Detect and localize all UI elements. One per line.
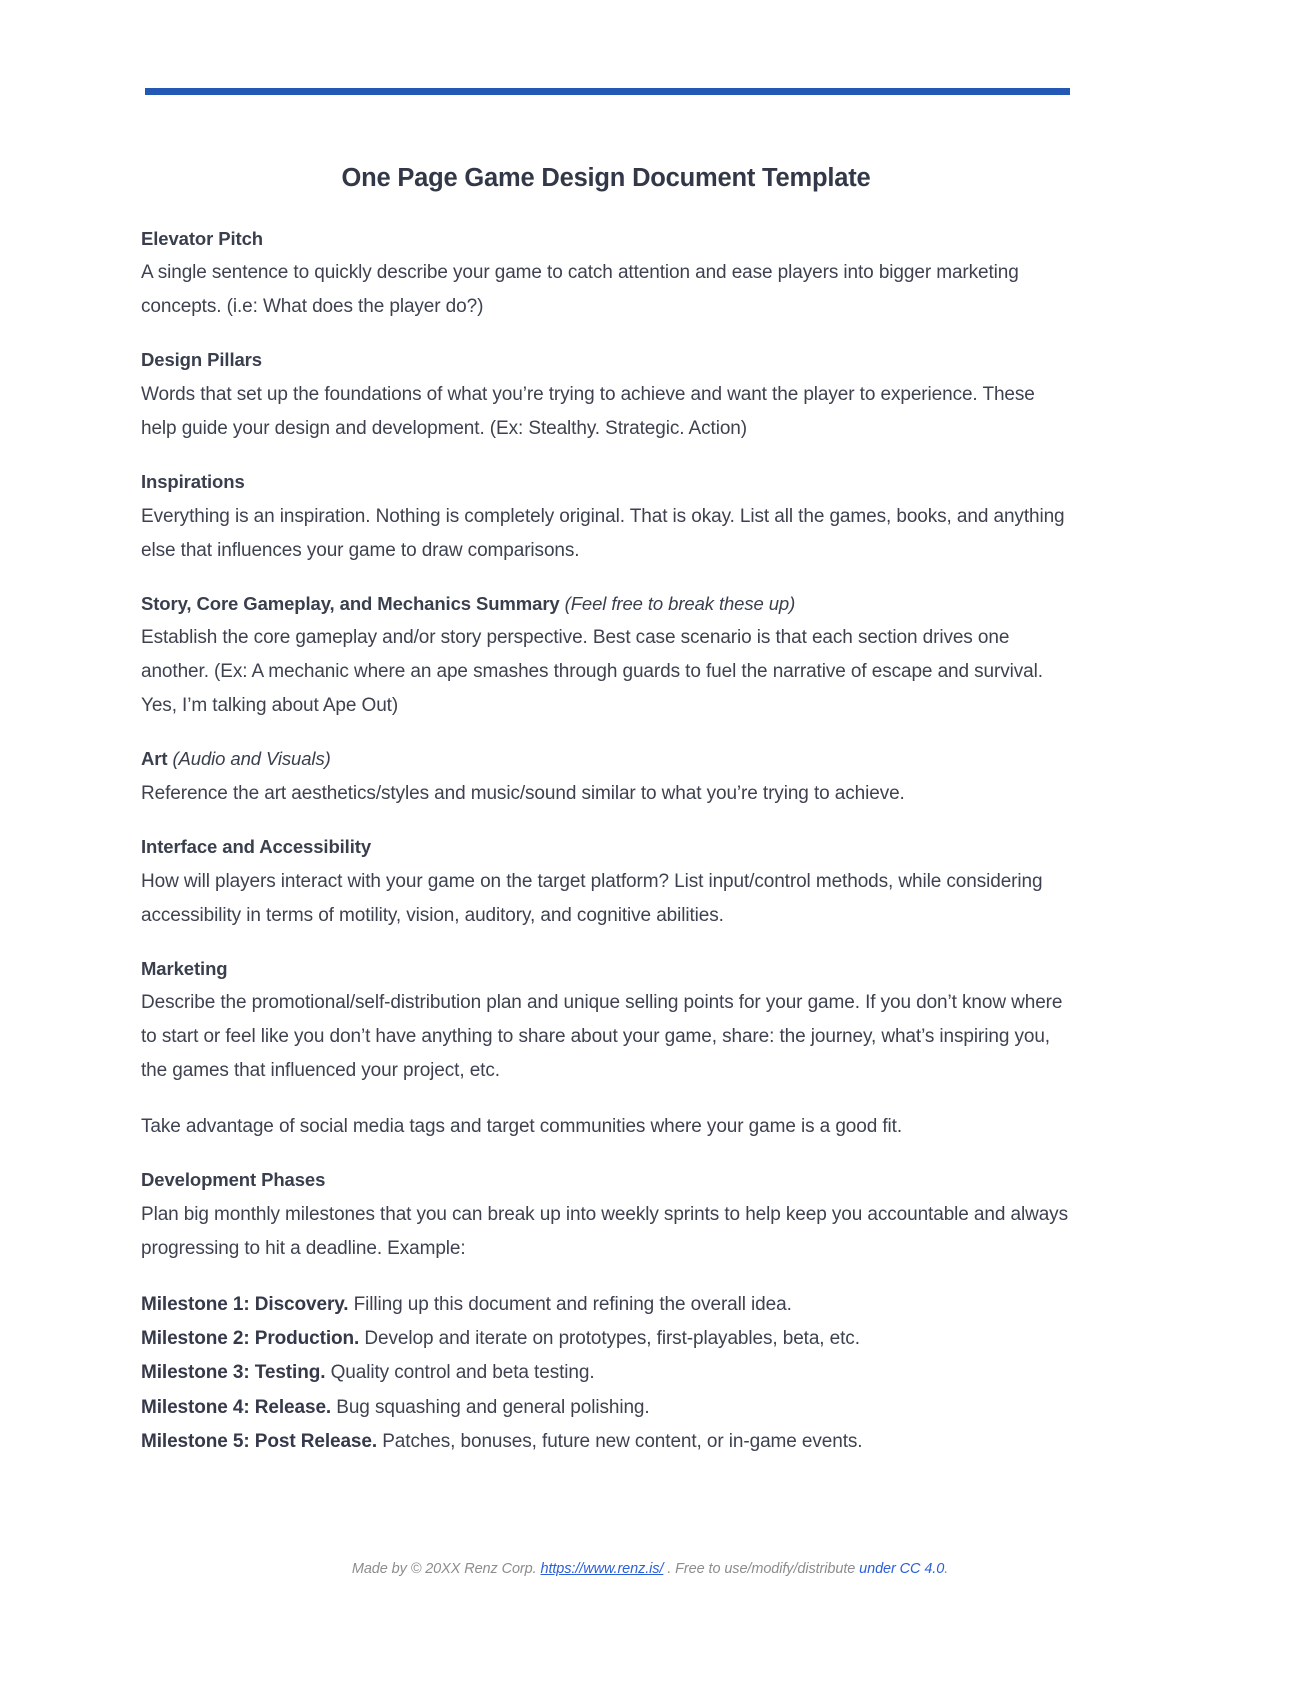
section-body: Words that set up the foundations of what you’re trying to achieve and want the player to experience. These help guide your design and development. (Ex: Stealthy. Strategic. Action) bbox=[141, 383, 1035, 439]
section-heading-text: Marketing bbox=[141, 957, 228, 979]
milestone-label: Milestone 3: Testing. bbox=[141, 1362, 326, 1384]
footer-suffix-text: . bbox=[944, 1561, 949, 1577]
marketing-extra-paragraph: Take advantage of social media tags and target communities where your game is a good fit. bbox=[141, 1116, 903, 1138]
section-heading bbox=[141, 745, 1071, 774]
section-heading-note: (Feel free to break these up) bbox=[559, 592, 796, 614]
milestone-description: Filling up this document and refining the overall idea. bbox=[348, 1293, 792, 1315]
section-heading-note: (Audio and Visuals) bbox=[167, 748, 331, 770]
section-body: Everything is an inspiration. Nothing is completely original. That is okay. List all the games, books, and anything else that influences your game to draw comparisons. bbox=[141, 505, 1065, 561]
section-heading bbox=[141, 1166, 1071, 1195]
milestone-label: Milestone 1: Discovery. bbox=[141, 1293, 349, 1315]
section-body: Plan big monthly milestones that you can break up into weekly sprints to help keep you accountable and always progressing to hit a deadline. Example: bbox=[141, 1203, 1068, 1259]
section-body: How will players interact with your game on the target platform? List input/control methods, while considering accessibility in terms of motility, vision, auditory, and cognitive abilities. bbox=[141, 870, 1043, 926]
section-heading-text: Inspirations bbox=[141, 470, 245, 492]
section-heading-text: Art bbox=[141, 748, 168, 770]
milestone-description: Develop and iterate on prototypes, first-playables, beta, etc. bbox=[359, 1328, 860, 1350]
footer-middle-text: . Free to use/modify/distribute bbox=[663, 1561, 860, 1577]
milestone-description: Bug squashing and general polishing. bbox=[331, 1396, 650, 1418]
footer-license-link[interactable]: under CC 4.0 bbox=[859, 1561, 945, 1577]
milestone-list bbox=[141, 1288, 1071, 1459]
list-item bbox=[141, 1356, 1071, 1390]
list-item bbox=[141, 1391, 1071, 1425]
section-inspirations bbox=[141, 468, 1071, 568]
section-heading-text: Design Pillars bbox=[141, 349, 262, 371]
section-heading-text: Interface and Accessibility bbox=[141, 835, 372, 857]
section-heading bbox=[141, 590, 1071, 619]
section-body: Reference the art aesthetics/styles and music/sound similar to what you’re trying to achieve. bbox=[141, 782, 905, 804]
list-item bbox=[141, 1322, 1071, 1356]
section-heading bbox=[141, 346, 1071, 375]
page-footer bbox=[0, 1561, 1300, 1577]
section-heading-text: Development Phases bbox=[141, 1169, 326, 1191]
header-accent-rule bbox=[145, 88, 1070, 95]
list-item bbox=[141, 1288, 1071, 1322]
milestone-label: Milestone 5: Post Release. bbox=[141, 1430, 378, 1452]
list-item bbox=[141, 1425, 1071, 1459]
milestone-description: Patches, bonuses, future new content, or in-game events. bbox=[377, 1430, 863, 1452]
section-heading bbox=[141, 225, 1071, 254]
section-story-core-gameplay-mechanics bbox=[141, 590, 1071, 724]
document-content bbox=[141, 163, 1071, 1459]
section-interface-accessibility bbox=[141, 833, 1071, 933]
section-body: Describe the promotional/self-distribution plan and unique selling points for your game. If you don’t know where to start or feel like you don’t have anything to share about your game, share: the journey, what’s inspiring you, the games that influenced your project, etc. bbox=[141, 992, 1063, 1082]
section-body: A single sentence to quickly describe your game to catch attention and ease players into bigger marketing concepts. (i.e: What does the player do?) bbox=[141, 262, 1019, 318]
section-design-pillars bbox=[141, 346, 1071, 446]
section-development-phases bbox=[141, 1166, 1071, 1266]
footer-credit-text: Made by © 20XX Renz Corp. bbox=[351, 1561, 541, 1577]
page-title: One Page Game Design Document Template bbox=[341, 164, 871, 192]
section-heading bbox=[141, 833, 1071, 862]
section-heading bbox=[141, 468, 1071, 497]
milestone-description: Quality control and beta testing. bbox=[325, 1362, 595, 1384]
milestone-label: Milestone 2: Production. bbox=[141, 1328, 360, 1350]
section-marketing bbox=[141, 955, 1071, 1089]
footer-website-link[interactable]: https://www.renz.is/ bbox=[540, 1561, 664, 1577]
section-heading-text: Story, Core Gameplay, and Mechanics Summary bbox=[141, 592, 560, 614]
section-body: Establish the core gameplay and/or story perspective. Best case scenario is that each section drives one another. (Ex: A mechanic where an ape smashes through guards to fuel the narrative of escape and survival. Yes, I’m talking about Ape Out) bbox=[141, 627, 1043, 717]
section-heading-text: Elevator Pitch bbox=[141, 227, 263, 249]
milestone-label: Milestone 4: Release. bbox=[141, 1396, 332, 1418]
section-heading bbox=[141, 955, 1071, 984]
section-art bbox=[141, 745, 1071, 811]
section-elevator-pitch bbox=[141, 225, 1071, 325]
